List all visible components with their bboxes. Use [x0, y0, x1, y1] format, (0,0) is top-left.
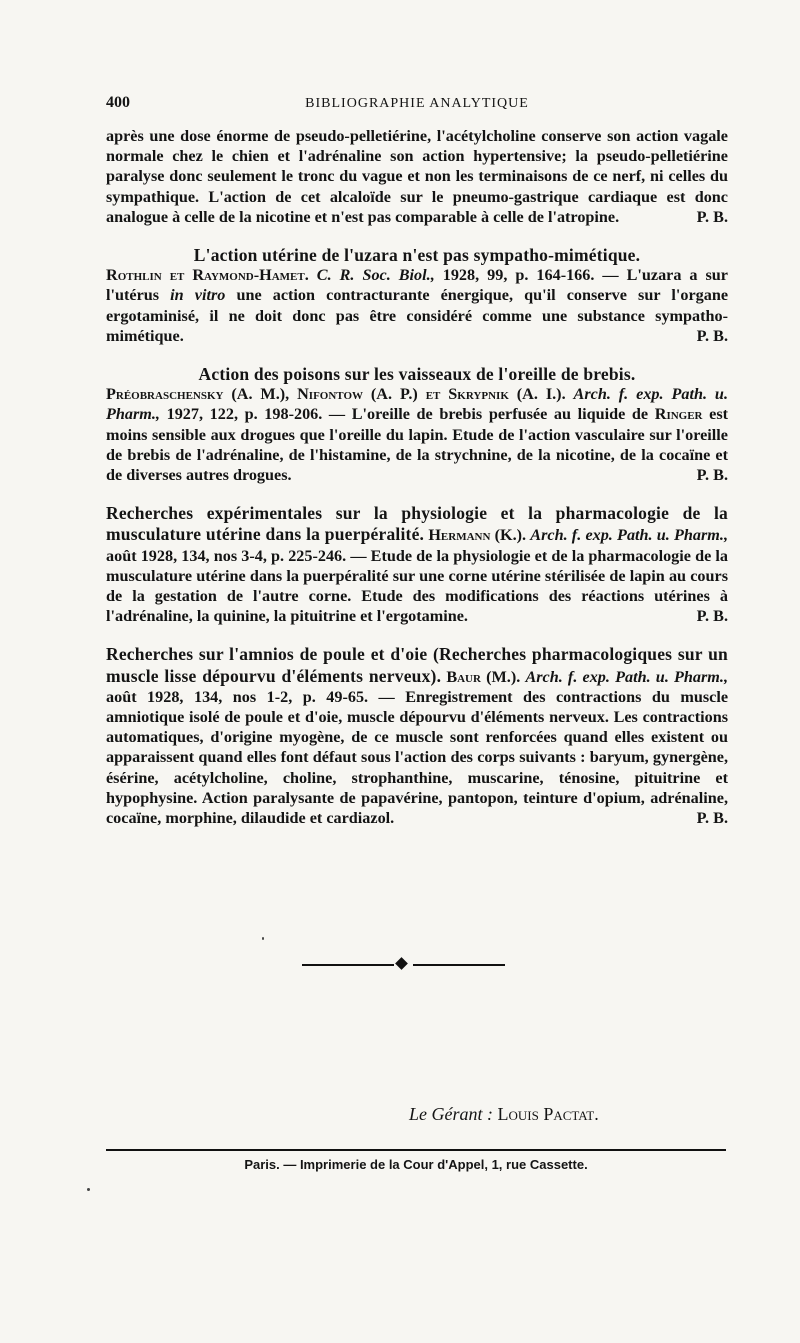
entry-citation-b: , p. 164-166. — L'uzara a sur l'utérus — [106, 266, 728, 305]
diamond-ornament-icon — [395, 957, 408, 970]
entry-title: L'action utérine de l'uzara n'est pas sympatho-mimétique. — [193, 245, 641, 266]
entry-initials: P. B. — [696, 607, 728, 626]
printer-imprint: Paris. — Imprimerie de la Cour d'Appel, 1, rue Cassette. — [244, 1157, 588, 1172]
entry-journal: Arch. f. exp. Path. u. Pharm., — [106, 385, 728, 424]
intro-paragraph — [106, 126, 728, 227]
gerant-name: Louis Pactat. — [497, 1104, 599, 1124]
page-number: 400 — [106, 94, 130, 111]
entry-body: une action contracturante énergique, qu'il conserve sur l'organe ergotaminisé, il ne doit donc pas être considéré comme une substance sympatho-mimétique. — [106, 286, 729, 345]
section-divider — [302, 958, 505, 972]
entry-volume: 134 — [181, 546, 206, 565]
entry-citation-a: août 1928, — [106, 546, 182, 565]
print-speck — [262, 937, 264, 940]
running-title: BIBLIOGRAPHIE ANALYTIQUE — [305, 96, 529, 111]
entry-volume: 99 — [487, 266, 504, 285]
entry-volume: 122 — [209, 405, 234, 424]
entry-initials: P. B. — [696, 809, 728, 828]
divider-line-right — [413, 964, 505, 966]
entry-body: Enregistrement des contractions du muscle amniotique isolé de poule et d'oie, muscle dépourvu d'éléments nerveux. Les contractions automatiques, d'origine myogène, de ce muscle sont renforcées quand elles existent ou apparaissent quand elles font défaut sous l'action des corps suivants : baryum, gynergène, ésérine, acétylcholine, choline, strophanthine, muscarine, ténosine, pituitrine et hypophysine. Action paralysante de papavérine, pantopon, teinture d'opium, adrénaline, cocaïne, morphine, dilaudide et cardiazol. — [106, 687, 728, 828]
intro-text: après une dose énorme de pseudo-pelletiérine, l'acétylcholine conserve son action vagale normale chez le chien et l'adrénaline son action hypertensive; la pseudo-pelletiérine paralyse donc seulement le tronc du vague et non les terminaisons de ce nerf, ni celles du sympathique. L'action de cet alcaloïde sur le pneumo-gastrique cardiaque est donc analogue à celle de la nicotine et n'est pas comparable à celle de l'atropine. — [106, 127, 728, 226]
footer-rule — [106, 1149, 726, 1151]
entry-authors: Préobraschensky (A. M.), Nifontow (A. P.) et Skrypnik (A. I.). — [106, 385, 566, 404]
entry-initials: P. B. — [696, 466, 728, 485]
gerant-label: Le Gérant : — [409, 1104, 493, 1124]
print-speck — [87, 1188, 90, 1191]
entry-citation-b: , p. 198-206. — L'oreille de brebis perfusée au liquide de — [233, 405, 655, 424]
entry-volume: 134 — [193, 687, 219, 706]
entry-title: Action des poisons sur les vaisseaux de l'oreille de brebis. — [198, 364, 636, 385]
entry-ringer: Ringer — [654, 405, 703, 424]
entry-oreille-brebis — [106, 364, 728, 485]
divider-line-left — [302, 964, 394, 966]
entry-title: Recherches sur l'amnios de poule et d'oie (Recherches pharmacologiques sur un muscle lisse dépourvu d'éléments nerveux). — [106, 644, 728, 686]
intro-initials: P. B. — [696, 207, 728, 226]
entry-citation-b: , nos 3-4, p. 225-246. — — [205, 546, 371, 565]
entry-initials: P. B. — [696, 326, 728, 345]
entry-amnios — [106, 644, 728, 828]
page-body — [106, 94, 728, 828]
entry-authors: Baur (M.). — [446, 667, 521, 686]
entry-citation-a: août 1928, — [106, 687, 194, 706]
entry-citation-b: , nos 1-2, p. 49-65. — — [218, 687, 406, 706]
entry-title: Recherches expérimentales sur la physiologie et la pharmacologie de la musculature utérine dans la puerpéralité. — [106, 503, 728, 545]
entry-citation-a: 1928, — [434, 266, 488, 285]
entry-in-vitro: in vitro — [170, 286, 226, 305]
gerant-signature — [409, 1104, 599, 1125]
entry-uzara — [106, 245, 728, 346]
entry-authors: Hermann (K.). — [428, 526, 527, 545]
entry-body: est moins sensible aux drogues que l'oreille du lapin. Etude de l'action vasculaire sur l'oreille de brebis de l'adrénaline, de l'histamine, de la strychnine, de la nicotine, de la cocaïne et de diverses autres drogues. — [106, 405, 729, 485]
entry-musculature-uterine — [106, 503, 728, 626]
entry-body: Etude de la physiologie et de la pharmacologie de la musculature utérine dans la puerpéralité sur une corne utérine stérilisée de lapin au cours de la gestation de l'autre corne. Etude des modifications des réactions utérines à l'adrénaline, la quinine, la pituitrine et l'ergotamine. — [106, 546, 728, 626]
entry-citation-a: 1927, — [159, 405, 210, 424]
running-head — [106, 94, 728, 118]
entry-journal: Arch. f. exp. Path. u. Pharm., — [530, 526, 728, 545]
entry-journal: C. R. Soc. Biol., — [316, 266, 435, 285]
entry-journal: Arch. f. exp. Path. u. Pharm., — [525, 667, 728, 686]
entry-authors: Rothlin et Raymond-Hamet. — [106, 266, 309, 285]
